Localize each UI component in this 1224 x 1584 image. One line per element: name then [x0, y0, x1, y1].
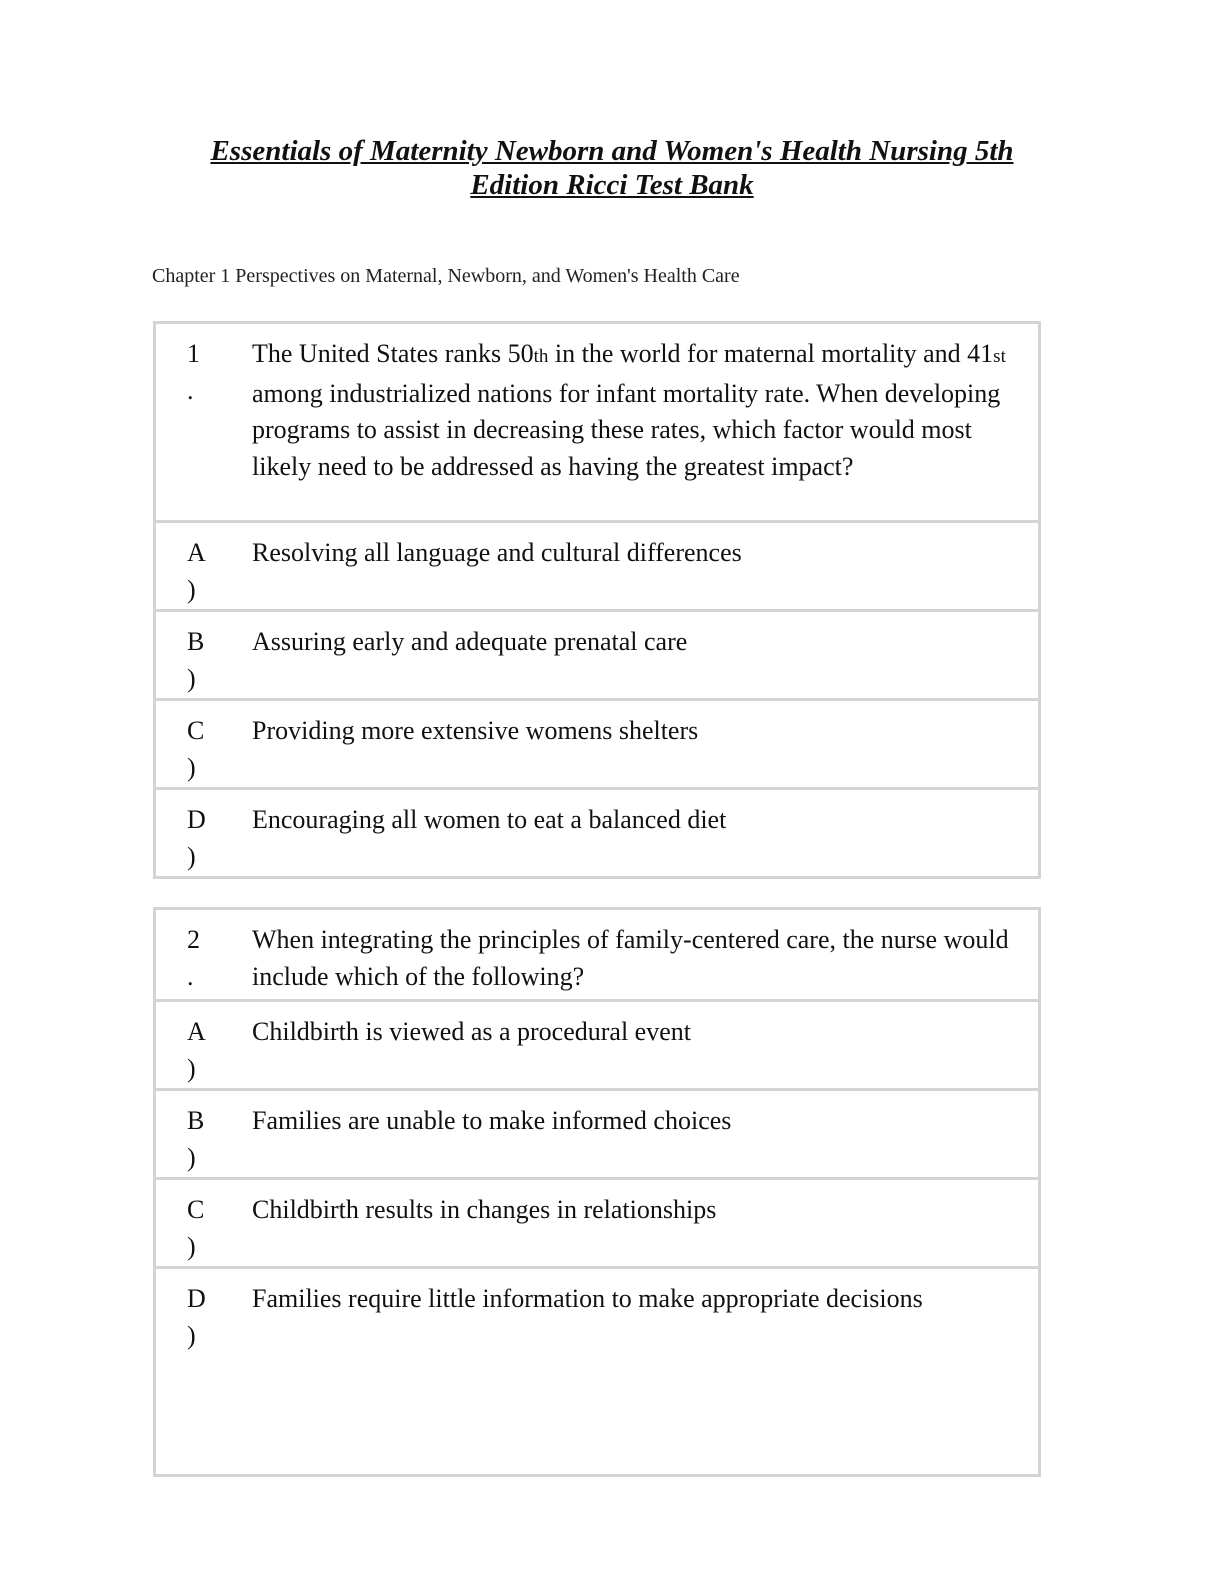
answer-option-row — [156, 1269, 1038, 1474]
answer-option-row — [156, 701, 1038, 790]
answer-option-row — [156, 1091, 1038, 1180]
option-text: Families require little information to make appropriate decisions — [252, 1284, 923, 1313]
option-letter-char: D — [187, 805, 206, 834]
answer-option-row — [156, 612, 1038, 701]
answer-option-row — [156, 523, 1038, 612]
question-number — [187, 336, 217, 409]
question-stem-text: in the world for maternal mortality and 41 — [548, 339, 994, 368]
question-number — [187, 922, 217, 995]
option-text: Assuring early and adequate prenatal care — [252, 627, 688, 656]
option-text: Providing more extensive womens shelters — [252, 716, 699, 745]
question-stem-text: The United States ranks 50 — [252, 339, 534, 368]
option-text: Childbirth results in changes in relationships — [252, 1195, 717, 1224]
option-letter-suffix: ) — [187, 841, 196, 871]
option-text: Resolving all language and cultural differences — [252, 538, 742, 567]
document-title — [0, 134, 1224, 202]
option-letter-char: B — [187, 1106, 205, 1135]
question-number-suffix: . — [187, 961, 194, 991]
question-stem — [252, 336, 1010, 485]
question-stem-row — [156, 324, 1038, 523]
answer-option-row — [156, 1002, 1038, 1091]
option-letter — [187, 1192, 217, 1265]
option-letter-suffix: ) — [187, 1320, 196, 1350]
question-stem-row — [156, 910, 1038, 1002]
option-letter — [187, 802, 217, 875]
option-letter-char: A — [187, 538, 206, 567]
option-letter-suffix: ) — [187, 752, 196, 782]
option-letter-char: A — [187, 1017, 206, 1046]
option-text: Encouraging all women to eat a balanced diet — [252, 805, 727, 834]
option-letter-suffix: ) — [187, 574, 196, 604]
ordinal-suffix: st — [993, 346, 1006, 367]
option-letter — [187, 1103, 217, 1176]
question-stem-text: among industrialized nations for infant mortality rate. When developing programs to assist in decreasing these rates, which factor would most likely need to be addressed as having the greatest impact? — [252, 378, 1001, 481]
question-number-suffix: . — [187, 375, 194, 405]
option-letter-suffix: ) — [187, 1231, 196, 1261]
option-letter-char: D — [187, 1284, 206, 1313]
question-number-digit: 2 — [187, 925, 200, 954]
option-letter — [187, 1281, 217, 1354]
document-title-line-2: Edition Ricci Test Bank — [470, 169, 754, 201]
option-letter — [187, 535, 217, 608]
option-text: Childbirth is viewed as a procedural event — [252, 1017, 691, 1046]
question-table-2 — [153, 907, 1041, 1477]
question-stem: When integrating the principles of family-centered care, the nurse would include which of the following? — [252, 925, 1009, 991]
option-letter-char: C — [187, 716, 205, 745]
ordinal-suffix: th — [533, 346, 549, 367]
option-text: Families are unable to make informed choices — [252, 1106, 732, 1135]
answer-option-row — [156, 1180, 1038, 1269]
option-letter — [187, 624, 217, 697]
document-title-line-1: Essentials of Maternity Newborn and Women's Health Nursing 5th — [210, 135, 1014, 167]
option-letter — [187, 1014, 217, 1087]
option-letter-suffix: ) — [187, 1053, 196, 1083]
question-number-digit: 1 — [187, 339, 200, 368]
question-table-1 — [153, 321, 1041, 879]
option-letter-char: C — [187, 1195, 205, 1224]
option-letter — [187, 713, 217, 786]
option-letter-char: B — [187, 627, 205, 656]
option-letter-suffix: ) — [187, 1142, 196, 1172]
option-letter-suffix: ) — [187, 663, 196, 693]
chapter-heading: Chapter 1 Perspectives on Maternal, Newborn, and Women's Health Care — [152, 265, 740, 287]
answer-option-row — [156, 790, 1038, 876]
